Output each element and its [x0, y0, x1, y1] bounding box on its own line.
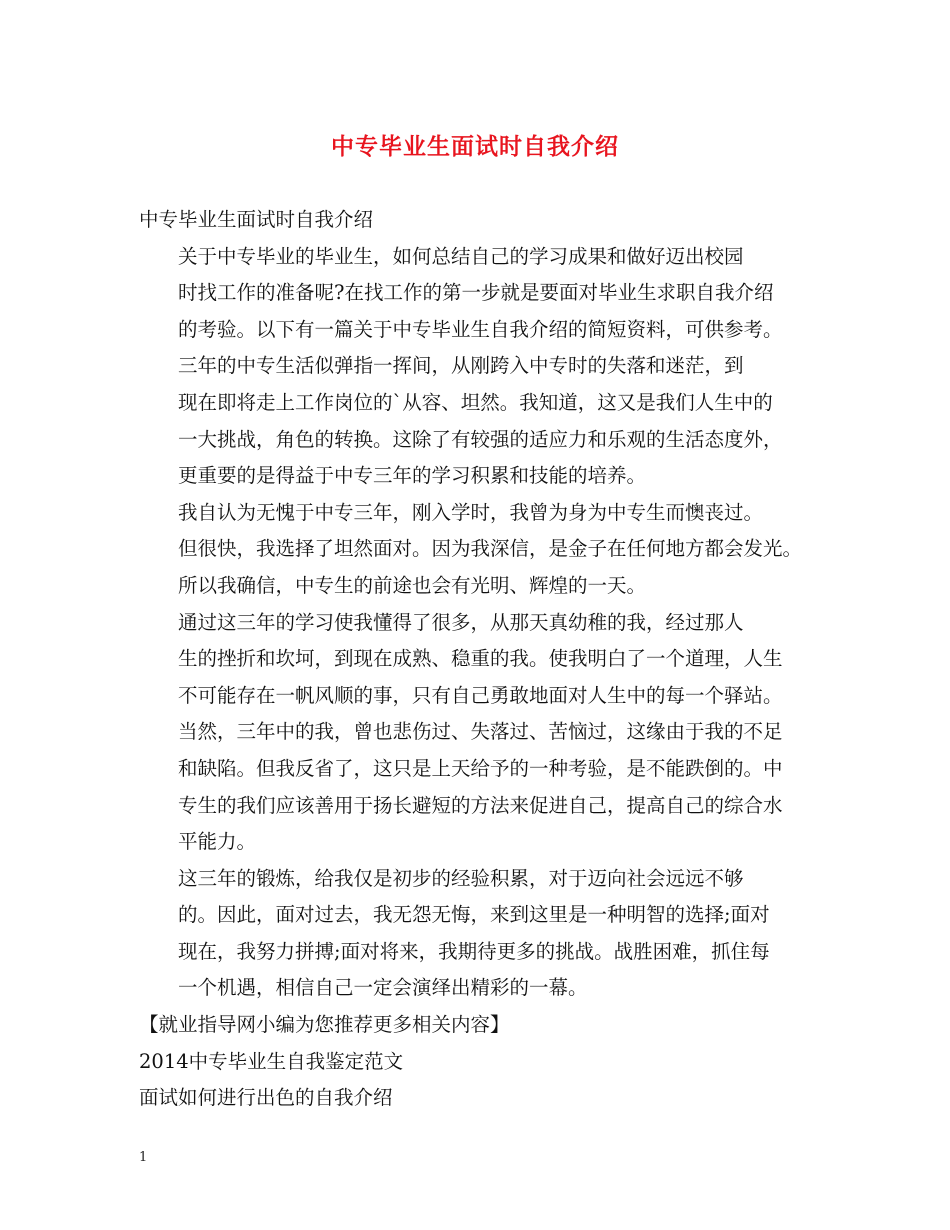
text-line: 更重要的是得益于中专三年的学习积累和技能的培养。 [178, 464, 647, 488]
document-subtitle [139, 202, 829, 239]
paragraph-confidence [139, 495, 829, 605]
page-number: 1 [139, 1150, 148, 1165]
text-line: 的考验。以下有一篇关于中专毕业生自我介绍的简短资料，可供参考。 [178, 317, 783, 341]
document-body [139, 202, 829, 1117]
recommend-heading-text: 【就业指导网小编为您推荐更多相关内容】 [139, 1013, 510, 1037]
text-line: 这三年的锻炼，给我仅是初步的经验积累，对于迈向社会远远不够 [178, 866, 744, 890]
text-line: 专生的我们应该善用于扬长避短的方法来促进自己，提高自己的综合水 [178, 793, 783, 817]
text-line: 当然，三年中的我，曾也悲伤过、失落过、苦恼过，这缘由于我的不足 [178, 720, 783, 744]
text-line: 的。因此，面对过去，我无怨无悔，来到这里是一种明智的选择;面对 [178, 903, 770, 927]
related-link-1[interactable] [139, 1044, 829, 1081]
related-link-2[interactable] [139, 1080, 829, 1117]
text-line: 时找工作的准备呢?在找工作的第一步就是要面对毕业生求职自我介绍 [178, 281, 774, 305]
text-line: 和缺陷。但我反省了，这只是上天给予的一种考验，是不能跌倒的。中 [178, 756, 783, 780]
subtitle-line: 中专毕业生面试时自我介绍 [139, 208, 374, 231]
text-line: 生的挫折和坎坷，到现在成熟、稳重的我。使我明白了一个道理，人生 [178, 647, 783, 671]
text-line: 但很快，我选择了坦然面对。因为我深信，是金子在任何地方都会发光。 [178, 537, 803, 561]
text-line: 现在，我努力拼搏;面对将来，我期待更多的挑战。战胜困难，抓住每 [178, 939, 770, 963]
recommend-heading [139, 1007, 829, 1044]
related-link-text[interactable]: 面试如何进行出色的自我介绍 [139, 1086, 393, 1110]
paragraph-future [139, 861, 829, 1007]
document-title: 中专毕业生面试时自我介绍 [331, 133, 619, 160]
text-line: 通过这三年的学习使我懂得了很多，从那天真幼稚的我，经过那人 [178, 610, 744, 634]
text-line: 三年的中专生活似弹指一挥间，从刚跨入中专时的失落和迷茫，到 [178, 354, 744, 378]
text-line: 一大挑战，角色的转换。这除了有较强的适应力和乐观的生活态度外， [178, 427, 783, 451]
text-line: 现在即将走上工作岗位的`从容、坦然。我知道，这又是我们人生中的 [178, 390, 773, 414]
text-line: 关于中专毕业的毕业生，如何总结自己的学习成果和做好迈出校园 [178, 244, 744, 268]
text-line: 我自认为无愧于中专三年，刚入学时，我曾为身为中专生而懊丧过。 [178, 500, 764, 524]
paragraph-growth [139, 605, 829, 861]
text-line: 一个机遇，相信自己一定会演绎出精彩的一幕。 [178, 976, 588, 1000]
text-line: 不可能存在一帆风顺的事，只有自己勇敢地面对人生中的每一个驿站。 [178, 683, 783, 707]
paragraph-life [139, 348, 829, 494]
text-line: 平能力。 [178, 830, 257, 854]
related-link-text[interactable]: 2014中专毕业生自我鉴定范文 [139, 1049, 404, 1073]
paragraph-intro [139, 239, 829, 349]
text-line: 所以我确信，中专生的前途也会有光明、辉煌的一天。 [178, 573, 647, 597]
